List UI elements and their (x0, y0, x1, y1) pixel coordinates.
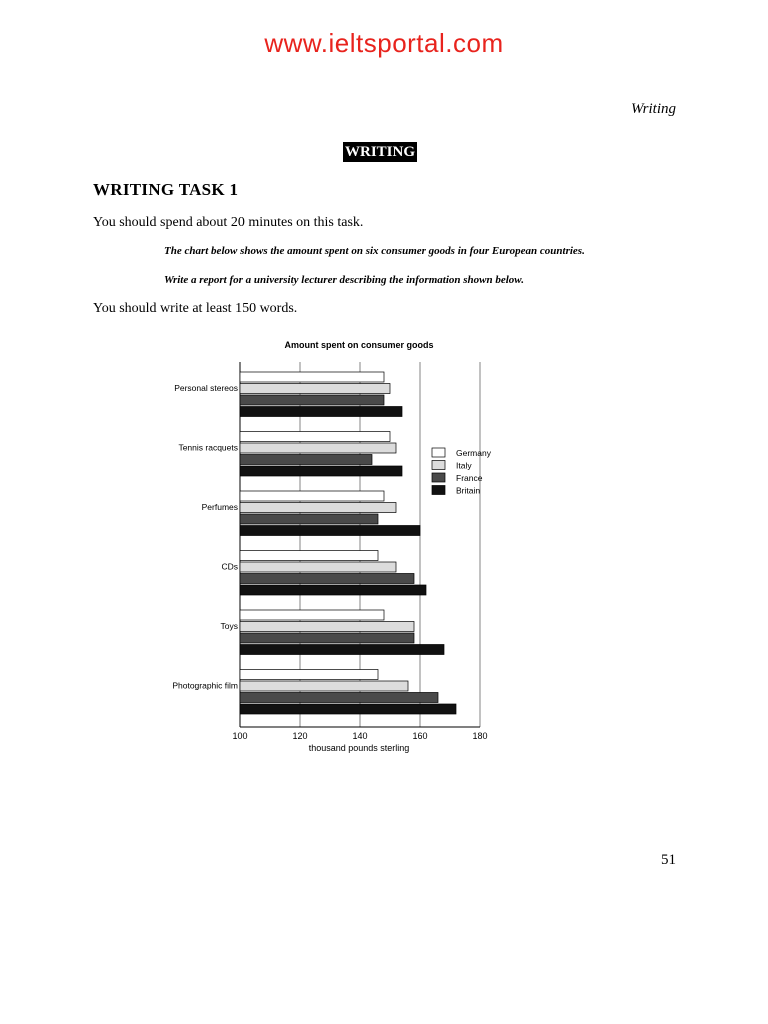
bar-britain-3 (240, 585, 426, 595)
bar-france-1 (240, 455, 372, 465)
legend-label: France (456, 473, 483, 483)
bar-germany-2 (240, 491, 384, 501)
legend-swatch (432, 473, 445, 482)
x-tick-labels (232, 731, 487, 741)
bar-britain-0 (240, 407, 402, 417)
bar-britain-1 (240, 466, 402, 476)
running-head: Writing (630, 101, 676, 117)
page-number: 51 (661, 852, 676, 868)
legend-label: Italy (456, 460, 472, 471)
x-tick-label: 160 (412, 731, 428, 741)
x-tick-label: 180 (472, 731, 488, 741)
category-label: Toys (220, 621, 238, 631)
bar-britain-5 (240, 704, 456, 714)
bar-france-4 (240, 633, 414, 643)
bar-italy-1 (240, 443, 396, 453)
legend-swatch (432, 461, 445, 470)
bar-italy-4 (240, 622, 414, 632)
bar-germany-1 (240, 432, 390, 442)
x-tick-label: 100 (232, 731, 248, 741)
legend-swatch (432, 448, 445, 457)
category-label: Photographic film (172, 680, 238, 691)
category-labels (172, 383, 238, 691)
site-url[interactable]: www.ieltsportal.com (264, 28, 504, 58)
chart-svg (150, 330, 520, 760)
time-instruction: You should spend about 20 minutes on this task. (93, 215, 364, 230)
category-label: Tennis racquets (178, 442, 238, 453)
x-axis-label: thousand pounds sterling (308, 743, 410, 753)
legend-swatch (432, 486, 445, 495)
x-tick-label: 140 (352, 731, 368, 741)
word-count-instruction: You should write at least 150 words. (93, 301, 298, 316)
bar-britain-2 (240, 526, 420, 536)
task-prompt-report: Write a report for a university lecturer describing the information shown below. (164, 274, 524, 286)
category-label: Perfumes (201, 502, 238, 512)
bar-germany-5 (240, 670, 378, 680)
bar-italy-3 (240, 562, 396, 572)
task-heading: WRITING TASK 1 (93, 180, 239, 199)
bar-italy-2 (240, 503, 396, 513)
bar-france-3 (240, 574, 414, 584)
bar-germany-0 (240, 372, 384, 382)
bar-france-5 (240, 693, 438, 703)
chart-legend (432, 448, 492, 496)
legend-label: Britain (456, 485, 481, 496)
bar-germany-4 (240, 610, 384, 620)
bar-france-2 (240, 514, 378, 524)
consumer-goods-chart (150, 330, 520, 765)
category-label: Personal stereos (174, 383, 238, 393)
legend-label: Germany (456, 448, 491, 458)
section-badge: WRITING (345, 144, 416, 160)
x-tick-label: 120 (292, 731, 308, 741)
chart-title: Amount spent on consumer goods (284, 340, 434, 350)
task-prompt-chart: The chart below shows the amount spent on six consumer goods in four European countries. (164, 245, 585, 257)
bar-germany-3 (240, 551, 378, 561)
chart-bars (240, 372, 456, 714)
bar-britain-4 (240, 645, 444, 655)
bar-italy-0 (240, 384, 390, 394)
bar-france-0 (240, 395, 384, 405)
bar-italy-5 (240, 681, 408, 691)
category-label: CDs (221, 561, 238, 572)
